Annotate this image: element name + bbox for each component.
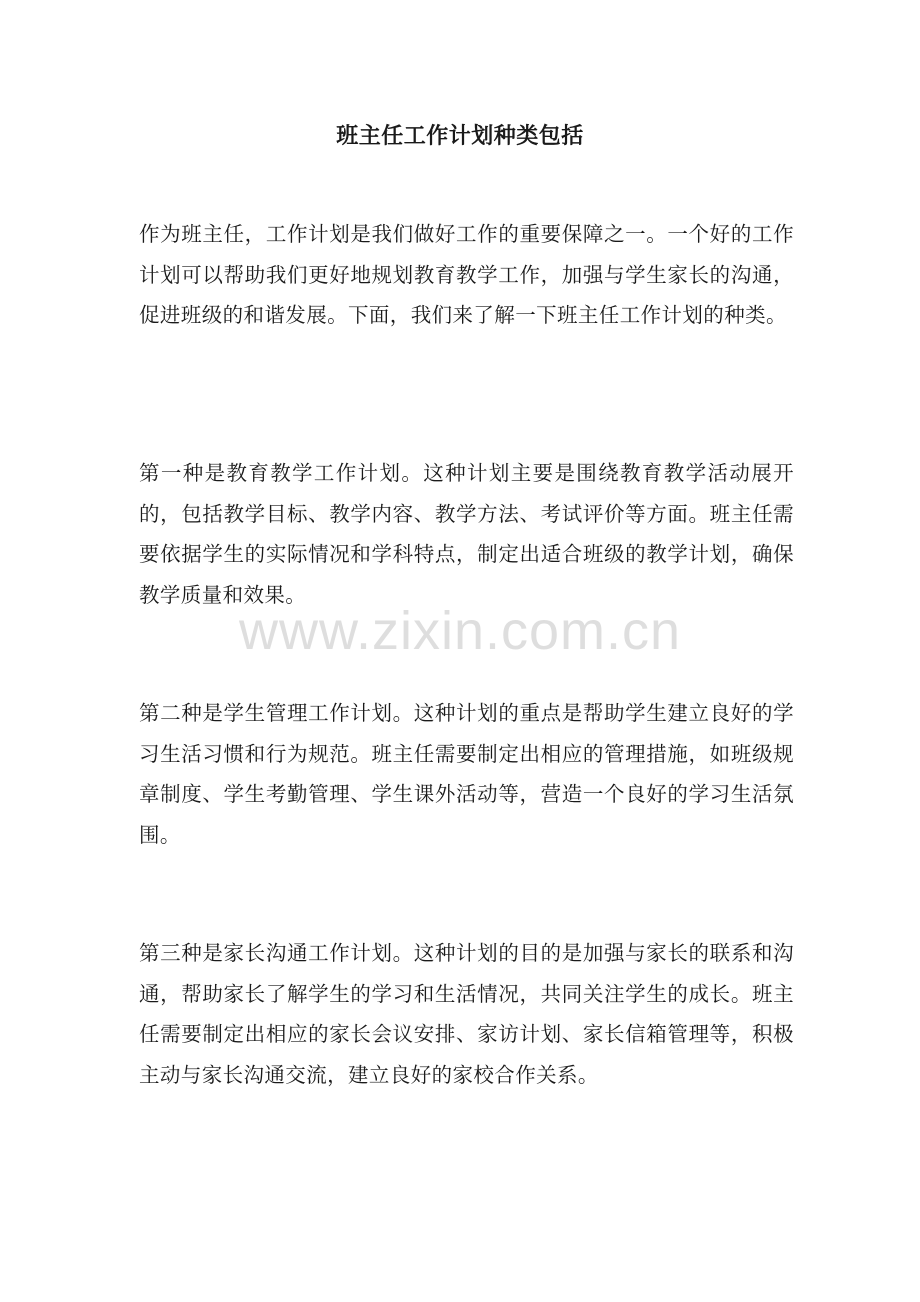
paragraph-student-management-plan: 第二种是学生管理工作计划。这种计划的重点是帮助学生建立良好的学习生活习惯和行为规范。班主任需要制定出相应的管理措施，如班级规章制度、学生考勤管理、学生课外活动等，营造一个良好的学习生活氛围。 [139,701,794,847]
paragraph-teaching-plan: 第一种是教育教学工作计划。这种计划主要是围绕教育教学活动展开的，包括教学目标、教学内容、教学方法、考试评价等方面。班主任需要依据学生的实际情况和学科特点，制定出适合班级的教学计划，确保教学质量和效果。 [139,461,794,607]
paragraph-parent-communication-plan: 第三种是家长沟通工作计划。这种计划的目的是加强与家长的联系和沟通，帮助家长了解学生的学习和生活情况，共同关注学生的成长。班主任需要制定出相应的家长会议安排、家访计划、家长信箱管理等，积极主动与家长沟通交流，建立良好的家校合作关系。 [139,941,794,1087]
document-title: 班主任工作计划种类包括 [336,123,584,149]
paragraph-intro: 作为班主任，工作计划是我们做好工作的重要保障之一。一个好的工作计划可以帮助我们更好地规划教育教学工作，加强与学生家长的沟通，促进班级的和谐发展。下面，我们来了解一下班主任工作计划的种类。 [139,222,794,327]
watermark-text: www.zixin.com.cn [238,601,682,661]
